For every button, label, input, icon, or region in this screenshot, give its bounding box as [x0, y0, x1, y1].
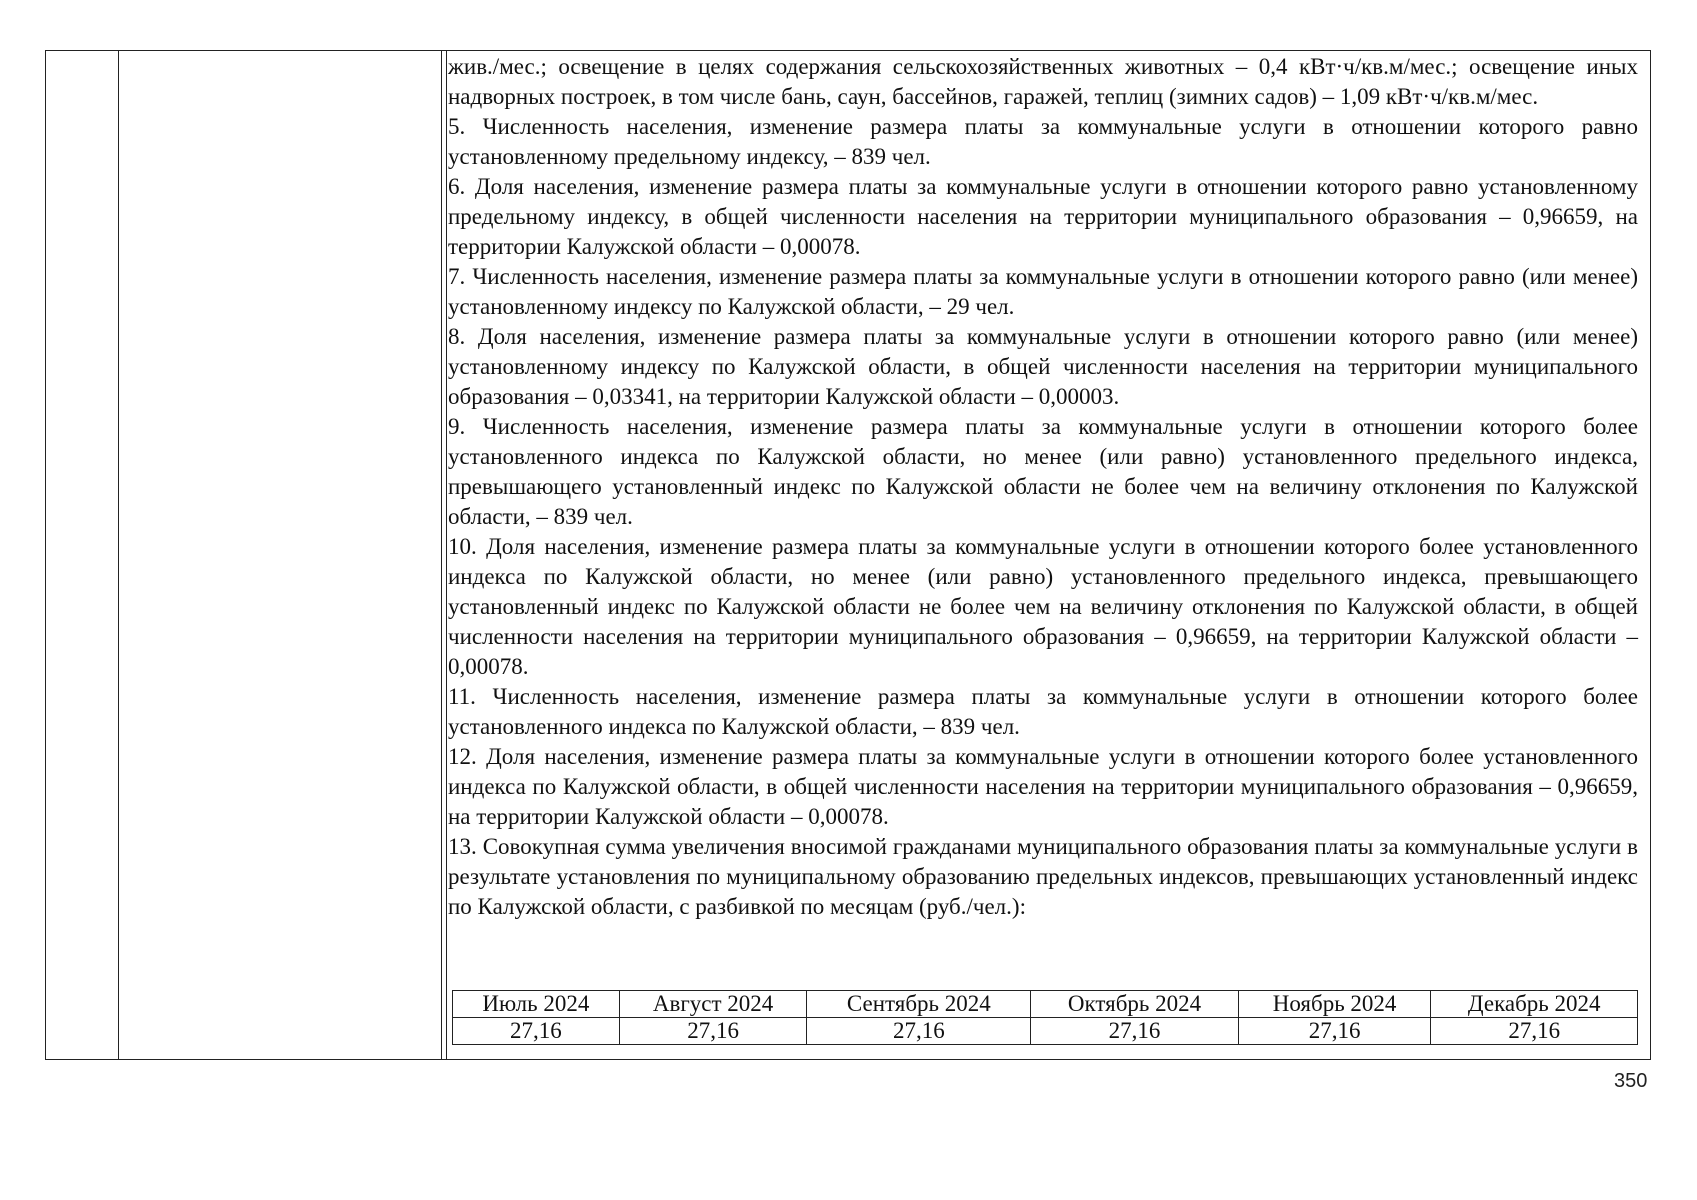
month-value: 27,16 [1238, 1018, 1431, 1045]
document-body [448, 52, 1638, 922]
paragraph: 9. Численность населения, изменение размера платы за коммунальные услуги в отношении которого более установленного индекса по Калужской области, но менее (или равно) установленного предельного индекса, превышающего установленный индекс по Калужской области не более чем на величину отклонения по Калужской области, – 839 чел. [448, 414, 1638, 529]
month-header: Октябрь 2024 [1031, 991, 1238, 1018]
column-divider [446, 51, 447, 1059]
paragraph: 11. Численность населения, изменение размера платы за коммунальные услуги в отношении которого более установленного индекса по Калужской области, – 839 чел. [448, 684, 1638, 739]
month-value: 27,16 [619, 1018, 807, 1045]
paragraph: 6. Доля населения, изменение размера платы за коммунальные услуги в отношении которого равно установленному предельному индексу, в общей численности населения на территории муниципального образования – 0,96659, на территории Калужской области – 0,00078. [448, 174, 1638, 259]
month-value: 27,16 [1031, 1018, 1238, 1045]
page-number: 350 [1614, 1070, 1648, 1092]
paragraph: 10. Доля населения, изменение размера платы за коммунальные услуги в отношении которого более установленного индекса по Калужской области, но менее (или равно) установленного предельного индекса, превышающего установленный индекс по Калужской области не более чем на величину отклонения по Калужской области, в общей численности населения на территории муниципального образования – 0,96659, на территории Калужской области – 0,00078. [448, 534, 1638, 679]
paragraph: 8. Доля населения, изменение размера платы за коммунальные услуги в отношении которого равно (или менее) установленному индексу по Калужской области, в общей численности населения на территории муниципального образования – 0,03341, на территории Калужской области – 0,00003. [448, 324, 1638, 409]
column-divider [118, 51, 119, 1059]
month-header: Ноябрь 2024 [1238, 991, 1431, 1018]
paragraph: 5. Численность населения, изменение размера платы за коммунальные услуги в отношении которого равно установленному предельному индексу, – 839 чел. [448, 114, 1638, 169]
paragraph: 7. Численность населения, изменение размера платы за коммунальные услуги в отношении которого равно (или менее) установленному индексу по Калужской области, – 29 чел. [448, 264, 1638, 319]
month-header: Август 2024 [619, 991, 807, 1018]
month-value: 27,16 [807, 1018, 1031, 1045]
column-divider [441, 51, 442, 1059]
month-value: 27,16 [453, 1018, 620, 1045]
month-header: Сентябрь 2024 [807, 991, 1031, 1018]
table-header-row [453, 991, 1638, 1018]
month-value: 27,16 [1431, 1018, 1638, 1045]
month-header: Декабрь 2024 [1431, 991, 1638, 1018]
paragraph: жив./мес.; освещение в целях содержания сельскохозяйственных животных – 0,4 кВт·ч/кв.м/мес.; освещение иных надворных построек, в том числе бань, саун, бассейнов, гаражей, теплиц (зимних садов) – 1,09 кВт·ч/кв.м/мес. [448, 54, 1638, 109]
table-row [453, 1018, 1638, 1045]
monthly-amounts-table [452, 990, 1638, 1045]
paragraph: 13. Совокупная сумма увеличения вносимой гражданами муниципального образования платы за коммунальные услуги в результате установления по муниципальному образованию предельных индексов, превышающих установленный индекс по Калужской области, с разбивкой по месяцам (руб./чел.): [448, 834, 1638, 919]
paragraph: 12. Доля населения, изменение размера платы за коммунальные услуги в отношении которого более установленного индекса по Калужской области, в общей численности населения на территории муниципального образования – 0,96659, на территории Калужской области – 0,00078. [448, 744, 1638, 829]
month-header: Июль 2024 [453, 991, 620, 1018]
